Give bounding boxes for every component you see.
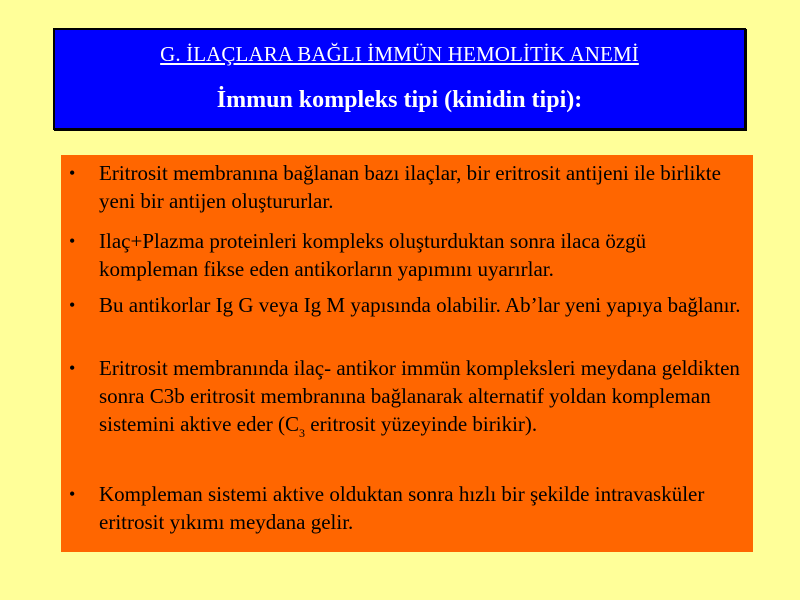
bullet-text [99,354,745,447]
list-item [61,354,753,470]
bullet-text-part: Eritrosit membranında ilaç- antikor immün kompleksleri meydana geldikten sonra C3b eritrosit membranına bağlanarak alternatif yoldan kompleman sistemini aktive eder (C [99,356,740,436]
bullet-text: Bu antikorlar Ig G veya Ig M yapısında olabilir. Ab’lar yeni yapıya bağlanır. [99,293,741,317]
subscript: 3 [299,426,306,440]
title-box [53,28,746,130]
list-item [61,227,753,285]
content-box [61,155,753,552]
list-item [61,480,753,538]
bullet-text: Kompleman sistemi aktive olduktan sonra hızlı bir şekilde intravasküler eritrosit yıkımı meydana gelir. [99,482,705,534]
bullet-icon: • [69,295,76,315]
list-item [61,291,753,349]
bullet-text-part: eritrosit yüzeyinde birikir). [305,412,538,436]
slide-title: G. İLAÇLARA BAĞLI İMMÜN HEMOLİTİK ANEMİ [160,42,639,66]
bullet-icon: • [69,484,76,504]
bullet-icon: • [69,163,76,183]
list-item [61,159,753,217]
bullet-icon: • [69,358,76,378]
bullet-icon: • [69,231,76,251]
bullet-text: Eritrosit membranına bağlanan bazı ilaçlar, bir eritrosit antijeni ile birlikte yeni bir antijen oluştururlar. [99,161,721,213]
bullet-text: Ilaç+Plazma proteinleri kompleks oluşturduktan sonra ilaca özgü kompleman fikse eden antikorların yapımını uyarırlar. [99,229,647,281]
slide-subtitle: İmmun kompleks tipi (kinidin tipi): [216,87,583,113]
